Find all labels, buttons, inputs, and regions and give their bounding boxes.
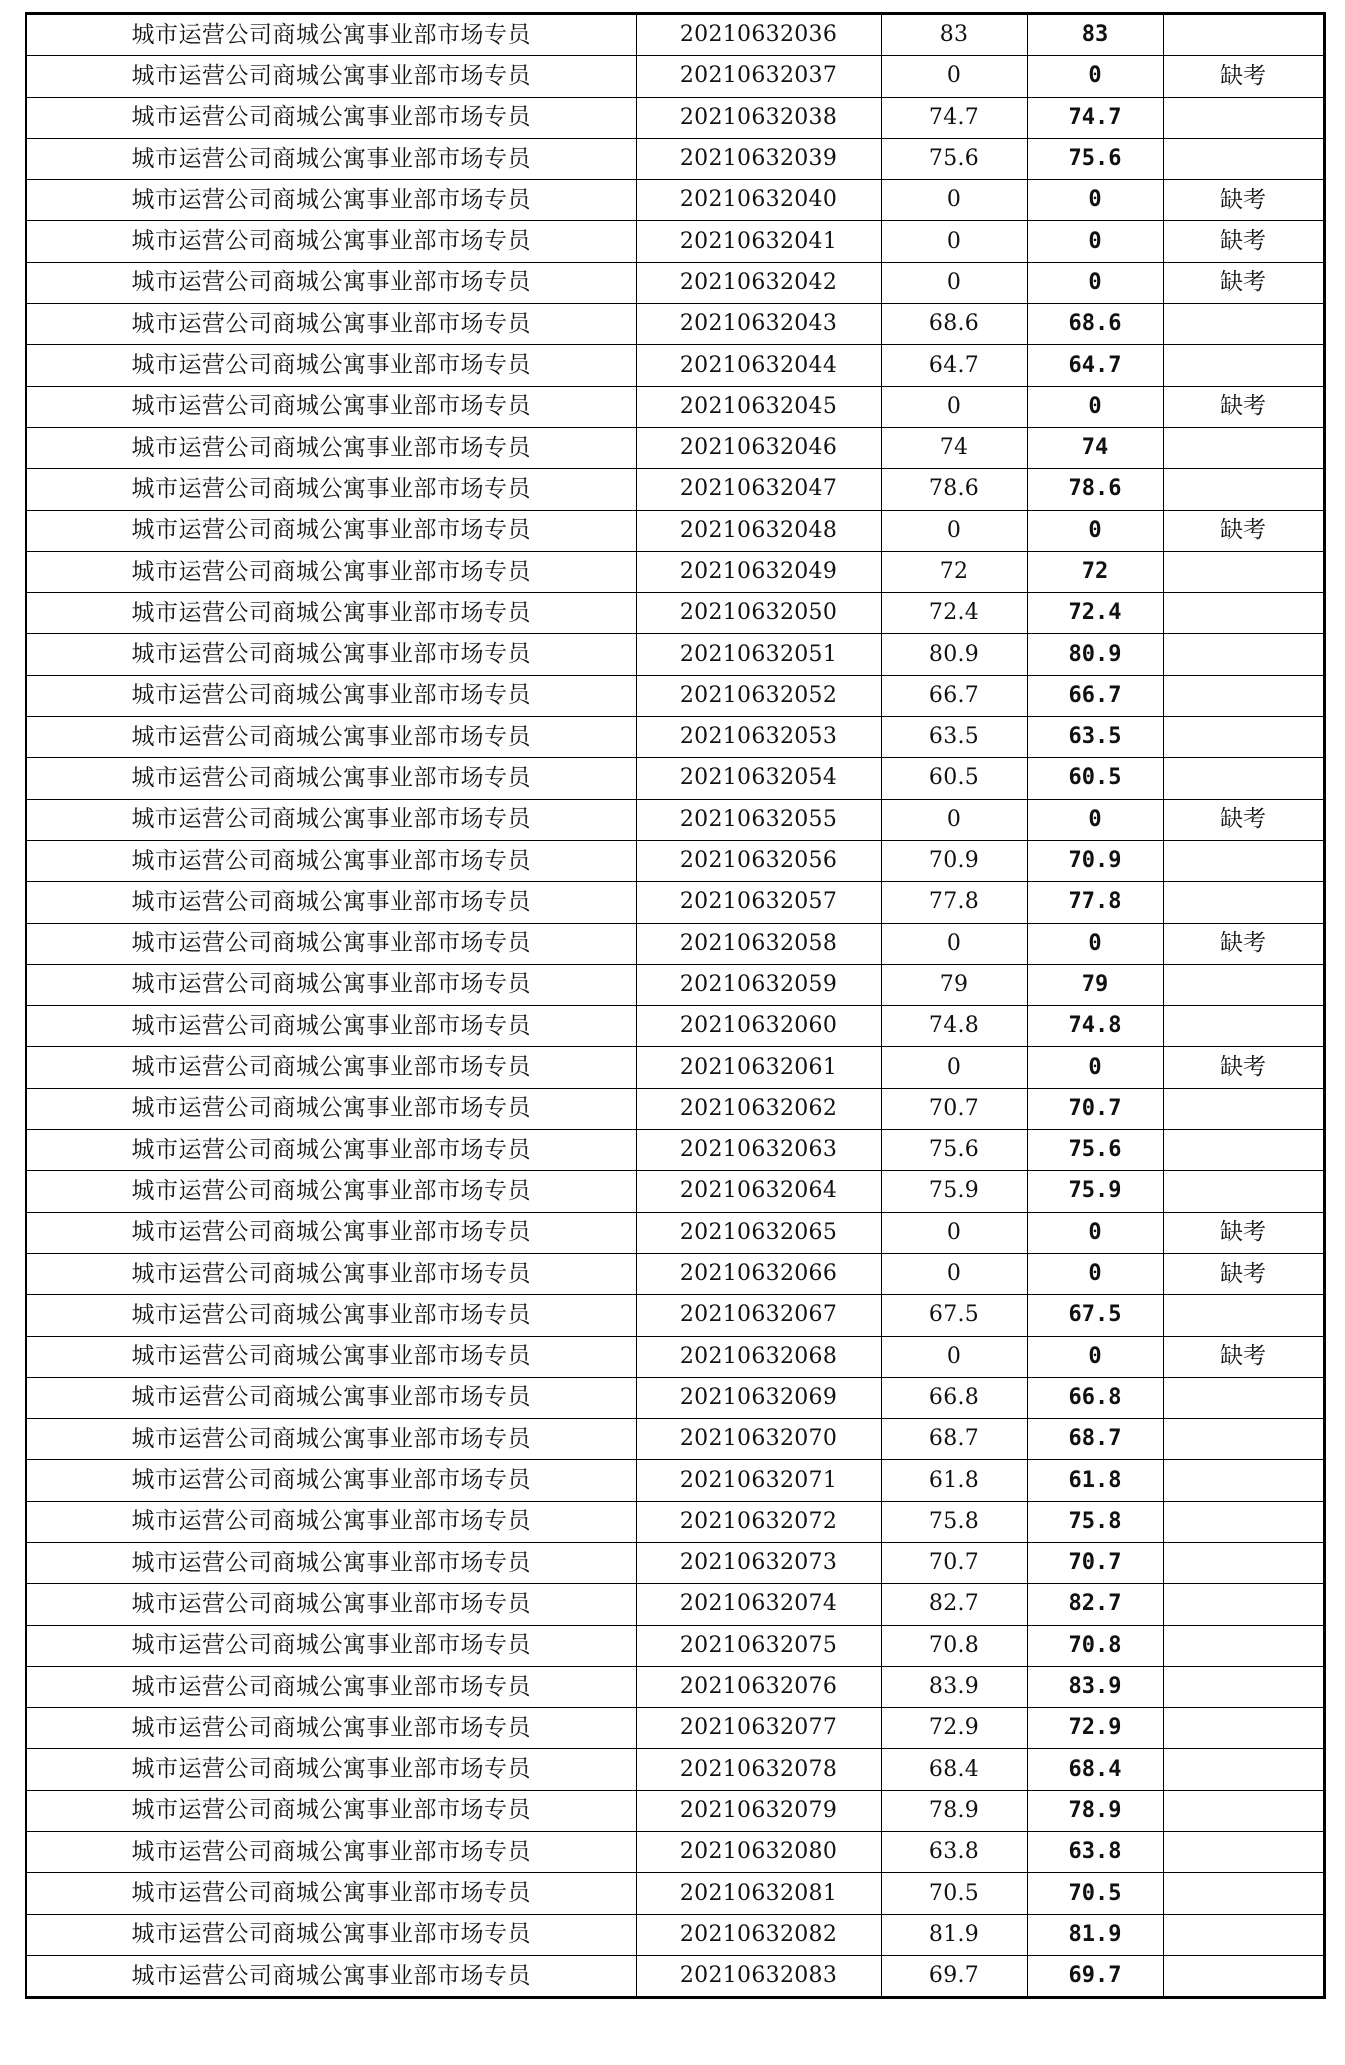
score-cell: 61.8 <box>881 1460 1027 1501</box>
total-score-cell: 83 <box>1027 14 1163 56</box>
table-row <box>26 1749 1324 1790</box>
score-cell: 79 <box>881 964 1027 1005</box>
table-row <box>26 1377 1324 1418</box>
table-row <box>26 262 1324 303</box>
exam-number-cell: 20210632060 <box>636 1006 881 1047</box>
score-cell: 74 <box>881 427 1027 468</box>
position-cell: 城市运营公司商城公寓事业部市场专员 <box>26 1501 636 1542</box>
total-score-cell: 80.9 <box>1027 634 1163 675</box>
score-cell: 72.9 <box>881 1708 1027 1749</box>
score-cell: 72.4 <box>881 593 1027 634</box>
score-cell: 68.6 <box>881 304 1027 345</box>
total-score-cell: 63.8 <box>1027 1832 1163 1873</box>
position-cell: 城市运营公司商城公寓事业部市场专员 <box>26 1088 636 1129</box>
remark-cell <box>1163 1749 1324 1790</box>
exam-number-cell: 20210632077 <box>636 1708 881 1749</box>
table-row <box>26 138 1324 179</box>
remark-cell <box>1163 1584 1324 1625</box>
score-cell: 83.9 <box>881 1666 1027 1707</box>
remark-cell <box>1163 675 1324 716</box>
table-row <box>26 593 1324 634</box>
total-score-cell: 82.7 <box>1027 1584 1163 1625</box>
position-cell: 城市运营公司商城公寓事业部市场专员 <box>26 593 636 634</box>
remark-cell <box>1163 97 1324 138</box>
score-cell: 82.7 <box>881 1584 1027 1625</box>
table-row <box>26 634 1324 675</box>
score-cell: 63.8 <box>881 1832 1027 1873</box>
total-score-cell: 81.9 <box>1027 1914 1163 1955</box>
position-cell: 城市运营公司商城公寓事业部市场专员 <box>26 1047 636 1088</box>
exam-number-cell: 20210632049 <box>636 551 881 592</box>
total-score-cell: 78.6 <box>1027 469 1163 510</box>
table-row <box>26 469 1324 510</box>
exam-number-cell: 20210632066 <box>636 1253 881 1294</box>
score-cell: 0 <box>881 180 1027 221</box>
remark-cell: 缺考 <box>1163 1047 1324 1088</box>
remark-cell <box>1163 1460 1324 1501</box>
remark-cell <box>1163 1006 1324 1047</box>
remark-cell <box>1163 1625 1324 1666</box>
position-cell: 城市运营公司商城公寓事业部市场专员 <box>26 510 636 551</box>
total-score-cell: 70.8 <box>1027 1625 1163 1666</box>
exam-number-cell: 20210632074 <box>636 1584 881 1625</box>
score-cell: 0 <box>881 1212 1027 1253</box>
position-cell: 城市运营公司商城公寓事业部市场专员 <box>26 1212 636 1253</box>
score-cell: 0 <box>881 386 1027 427</box>
score-cell: 70.5 <box>881 1873 1027 1914</box>
exam-number-cell: 20210632063 <box>636 1130 881 1171</box>
remark-cell <box>1163 717 1324 758</box>
position-cell: 城市运营公司商城公寓事业部市场专员 <box>26 1377 636 1418</box>
remark-cell <box>1163 427 1324 468</box>
position-cell: 城市运营公司商城公寓事业部市场专员 <box>26 1130 636 1171</box>
score-cell: 69.7 <box>881 1955 1027 1997</box>
score-cell: 0 <box>881 262 1027 303</box>
exam-number-cell: 20210632039 <box>636 138 881 179</box>
exam-number-cell: 20210632078 <box>636 1749 881 1790</box>
total-score-cell: 77.8 <box>1027 882 1163 923</box>
remark-cell <box>1163 1419 1324 1460</box>
remark-cell: 缺考 <box>1163 386 1324 427</box>
total-score-cell: 0 <box>1027 221 1163 262</box>
remark-cell <box>1163 138 1324 179</box>
remark-cell: 缺考 <box>1163 799 1324 840</box>
remark-cell: 缺考 <box>1163 1212 1324 1253</box>
table-row <box>26 1460 1324 1501</box>
remark-cell <box>1163 964 1324 1005</box>
total-score-cell: 66.7 <box>1027 675 1163 716</box>
table-row <box>26 1295 1324 1336</box>
total-score-cell: 0 <box>1027 510 1163 551</box>
remark-cell: 缺考 <box>1163 1253 1324 1294</box>
exam-number-cell: 20210632083 <box>636 1955 881 1997</box>
position-cell: 城市运营公司商城公寓事业部市场专员 <box>26 97 636 138</box>
total-score-cell: 0 <box>1027 180 1163 221</box>
position-cell: 城市运营公司商城公寓事业部市场专员 <box>26 799 636 840</box>
remark-cell: 缺考 <box>1163 510 1324 551</box>
total-score-cell: 75.8 <box>1027 1501 1163 1542</box>
score-cell: 67.5 <box>881 1295 1027 1336</box>
remark-cell <box>1163 1130 1324 1171</box>
table-row <box>26 1873 1324 1914</box>
position-cell: 城市运营公司商城公寓事业部市场专员 <box>26 1419 636 1460</box>
remark-cell <box>1163 345 1324 386</box>
table-row <box>26 1006 1324 1047</box>
exam-number-cell: 20210632075 <box>636 1625 881 1666</box>
remark-cell <box>1163 304 1324 345</box>
total-score-cell: 61.8 <box>1027 1460 1163 1501</box>
position-cell: 城市运营公司商城公寓事业部市场专员 <box>26 221 636 262</box>
table-row <box>26 1914 1324 1955</box>
total-score-cell: 72.9 <box>1027 1708 1163 1749</box>
position-cell: 城市运营公司商城公寓事业部市场专员 <box>26 1460 636 1501</box>
remark-cell: 缺考 <box>1163 56 1324 97</box>
position-cell: 城市运营公司商城公寓事业部市场专员 <box>26 1749 636 1790</box>
exam-number-cell: 20210632047 <box>636 469 881 510</box>
total-score-cell: 0 <box>1027 1336 1163 1377</box>
remark-cell <box>1163 1088 1324 1129</box>
total-score-cell: 70.7 <box>1027 1542 1163 1583</box>
exam-number-cell: 20210632071 <box>636 1460 881 1501</box>
score-cell: 63.5 <box>881 717 1027 758</box>
exam-number-cell: 20210632051 <box>636 634 881 675</box>
table-row <box>26 1708 1324 1749</box>
position-cell: 城市运营公司商城公寓事业部市场专员 <box>26 469 636 510</box>
exam-number-cell: 20210632079 <box>636 1790 881 1831</box>
score-cell: 74.7 <box>881 97 1027 138</box>
score-cell: 75.6 <box>881 138 1027 179</box>
score-cell: 0 <box>881 510 1027 551</box>
total-score-cell: 74.8 <box>1027 1006 1163 1047</box>
exam-number-cell: 20210632043 <box>636 304 881 345</box>
remark-cell <box>1163 1832 1324 1873</box>
table-row <box>26 1088 1324 1129</box>
position-cell: 城市运营公司商城公寓事业部市场专员 <box>26 551 636 592</box>
exam-number-cell: 20210632046 <box>636 427 881 468</box>
remark-cell <box>1163 1542 1324 1583</box>
remark-cell: 缺考 <box>1163 180 1324 221</box>
remark-cell <box>1163 840 1324 881</box>
total-score-cell: 83.9 <box>1027 1666 1163 1707</box>
position-cell: 城市运营公司商城公寓事业部市场专员 <box>26 304 636 345</box>
score-cell: 0 <box>881 799 1027 840</box>
table-row <box>26 1130 1324 1171</box>
position-cell: 城市运营公司商城公寓事业部市场专员 <box>26 1336 636 1377</box>
score-cell: 64.7 <box>881 345 1027 386</box>
exam-number-cell: 20210632050 <box>636 593 881 634</box>
remark-cell <box>1163 1377 1324 1418</box>
position-cell: 城市运营公司商城公寓事业部市场专员 <box>26 1584 636 1625</box>
remark-cell <box>1163 551 1324 592</box>
score-cell: 75.8 <box>881 1501 1027 1542</box>
remark-cell <box>1163 1666 1324 1707</box>
score-cell: 77.8 <box>881 882 1027 923</box>
exam-number-cell: 20210632081 <box>636 1873 881 1914</box>
table-row <box>26 882 1324 923</box>
score-cell: 70.9 <box>881 840 1027 881</box>
total-score-cell: 75.9 <box>1027 1171 1163 1212</box>
position-cell: 城市运营公司商城公寓事业部市场专员 <box>26 427 636 468</box>
score-cell: 60.5 <box>881 758 1027 799</box>
position-cell: 城市运营公司商城公寓事业部市场专员 <box>26 923 636 964</box>
remark-cell <box>1163 1914 1324 1955</box>
table-row <box>26 180 1324 221</box>
exam-number-cell: 20210632037 <box>636 56 881 97</box>
remark-cell <box>1163 1501 1324 1542</box>
position-cell: 城市运营公司商城公寓事业部市场专员 <box>26 1708 636 1749</box>
total-score-cell: 74.7 <box>1027 97 1163 138</box>
exam-number-cell: 20210632067 <box>636 1295 881 1336</box>
position-cell: 城市运营公司商城公寓事业部市场专员 <box>26 1542 636 1583</box>
score-cell: 68.7 <box>881 1419 1027 1460</box>
table-row <box>26 1419 1324 1460</box>
score-cell: 75.6 <box>881 1130 1027 1171</box>
exam-number-cell: 20210632052 <box>636 675 881 716</box>
remark-cell: 缺考 <box>1163 221 1324 262</box>
position-cell: 城市运营公司商城公寓事业部市场专员 <box>26 386 636 427</box>
remark-cell <box>1163 1955 1324 1997</box>
total-score-cell: 66.8 <box>1027 1377 1163 1418</box>
position-cell: 城市运营公司商城公寓事业部市场专员 <box>26 675 636 716</box>
score-cell: 66.7 <box>881 675 1027 716</box>
table-row <box>26 799 1324 840</box>
exam-number-cell: 20210632070 <box>636 1419 881 1460</box>
position-cell: 城市运营公司商城公寓事业部市场专员 <box>26 1790 636 1831</box>
total-score-cell: 0 <box>1027 923 1163 964</box>
total-score-cell: 64.7 <box>1027 345 1163 386</box>
table-row <box>26 1790 1324 1831</box>
score-cell: 0 <box>881 1253 1027 1294</box>
total-score-cell: 0 <box>1027 799 1163 840</box>
exam-number-cell: 20210632080 <box>636 1832 881 1873</box>
exam-number-cell: 20210632061 <box>636 1047 881 1088</box>
exam-number-cell: 20210632057 <box>636 882 881 923</box>
table-row <box>26 510 1324 551</box>
total-score-cell: 75.6 <box>1027 138 1163 179</box>
total-score-cell: 68.4 <box>1027 1749 1163 1790</box>
exam-number-cell: 20210632048 <box>636 510 881 551</box>
table-row <box>26 1584 1324 1625</box>
exam-number-cell: 20210632040 <box>636 180 881 221</box>
total-score-cell: 0 <box>1027 1047 1163 1088</box>
table-row <box>26 97 1324 138</box>
exam-number-cell: 20210632055 <box>636 799 881 840</box>
exam-number-cell: 20210632065 <box>636 1212 881 1253</box>
score-cell: 72 <box>881 551 1027 592</box>
total-score-cell: 68.7 <box>1027 1419 1163 1460</box>
total-score-cell: 78.9 <box>1027 1790 1163 1831</box>
total-score-cell: 70.5 <box>1027 1873 1163 1914</box>
position-cell: 城市运营公司商城公寓事业部市场专员 <box>26 634 636 675</box>
remark-cell <box>1163 1708 1324 1749</box>
table-row <box>26 1625 1324 1666</box>
table-row <box>26 427 1324 468</box>
remark-cell <box>1163 14 1324 56</box>
total-score-cell: 68.6 <box>1027 304 1163 345</box>
total-score-cell: 67.5 <box>1027 1295 1163 1336</box>
position-cell: 城市运营公司商城公寓事业部市场专员 <box>26 964 636 1005</box>
remark-cell <box>1163 1790 1324 1831</box>
position-cell: 城市运营公司商城公寓事业部市场专员 <box>26 1666 636 1707</box>
position-cell: 城市运营公司商城公寓事业部市场专员 <box>26 758 636 799</box>
score-table-body <box>26 14 1324 1998</box>
table-row <box>26 1501 1324 1542</box>
table-row <box>26 923 1324 964</box>
position-cell: 城市运营公司商城公寓事业部市场专员 <box>26 840 636 881</box>
table-row <box>26 675 1324 716</box>
remark-cell: 缺考 <box>1163 923 1324 964</box>
position-cell: 城市运营公司商城公寓事业部市场专员 <box>26 882 636 923</box>
exam-number-cell: 20210632041 <box>636 221 881 262</box>
remark-cell: 缺考 <box>1163 1336 1324 1377</box>
score-cell: 74.8 <box>881 1006 1027 1047</box>
exam-number-cell: 20210632062 <box>636 1088 881 1129</box>
score-cell: 70.8 <box>881 1625 1027 1666</box>
remark-cell: 缺考 <box>1163 262 1324 303</box>
position-cell: 城市运营公司商城公寓事业部市场专员 <box>26 717 636 758</box>
table-row <box>26 551 1324 592</box>
table-row <box>26 1336 1324 1377</box>
total-score-cell: 63.5 <box>1027 717 1163 758</box>
score-cell: 81.9 <box>881 1914 1027 1955</box>
table-row <box>26 840 1324 881</box>
table-row <box>26 1171 1324 1212</box>
table-row <box>26 386 1324 427</box>
remark-cell <box>1163 758 1324 799</box>
table-row <box>26 1832 1324 1873</box>
score-cell: 80.9 <box>881 634 1027 675</box>
position-cell: 城市运营公司商城公寓事业部市场专员 <box>26 262 636 303</box>
exam-number-cell: 20210632045 <box>636 386 881 427</box>
score-cell: 68.4 <box>881 1749 1027 1790</box>
total-score-cell: 0 <box>1027 1212 1163 1253</box>
exam-number-cell: 20210632054 <box>636 758 881 799</box>
total-score-cell: 72.4 <box>1027 593 1163 634</box>
position-cell: 城市运营公司商城公寓事业部市场专员 <box>26 345 636 386</box>
remark-cell <box>1163 1171 1324 1212</box>
score-cell: 78.6 <box>881 469 1027 510</box>
score-cell: 70.7 <box>881 1542 1027 1583</box>
position-cell: 城市运营公司商城公寓事业部市场专员 <box>26 1873 636 1914</box>
position-cell: 城市运营公司商城公寓事业部市场专员 <box>26 1253 636 1294</box>
remark-cell <box>1163 593 1324 634</box>
table-row <box>26 345 1324 386</box>
table-row <box>26 1542 1324 1583</box>
position-cell: 城市运营公司商城公寓事业部市场专员 <box>26 180 636 221</box>
table-row <box>26 1253 1324 1294</box>
table-row <box>26 717 1324 758</box>
position-cell: 城市运营公司商城公寓事业部市场专员 <box>26 1914 636 1955</box>
exam-number-cell: 20210632069 <box>636 1377 881 1418</box>
table-row <box>26 1212 1324 1253</box>
exam-number-cell: 20210632068 <box>636 1336 881 1377</box>
table-row <box>26 221 1324 262</box>
exam-number-cell: 20210632038 <box>636 97 881 138</box>
table-row <box>26 56 1324 97</box>
total-score-cell: 72 <box>1027 551 1163 592</box>
exam-number-cell: 20210632036 <box>636 14 881 56</box>
position-cell: 城市运营公司商城公寓事业部市场专员 <box>26 56 636 97</box>
exam-number-cell: 20210632044 <box>636 345 881 386</box>
total-score-cell: 0 <box>1027 262 1163 303</box>
remark-cell <box>1163 1873 1324 1914</box>
exam-number-cell: 20210632072 <box>636 1501 881 1542</box>
exam-number-cell: 20210632058 <box>636 923 881 964</box>
exam-number-cell: 20210632053 <box>636 717 881 758</box>
table-row <box>26 304 1324 345</box>
score-cell: 0 <box>881 221 1027 262</box>
exam-number-cell: 20210632056 <box>636 840 881 881</box>
table-row <box>26 1047 1324 1088</box>
score-cell: 66.8 <box>881 1377 1027 1418</box>
remark-cell <box>1163 1295 1324 1336</box>
total-score-cell: 0 <box>1027 1253 1163 1294</box>
score-table <box>25 12 1326 1999</box>
total-score-cell: 0 <box>1027 386 1163 427</box>
score-cell: 83 <box>881 14 1027 56</box>
score-cell: 0 <box>881 1047 1027 1088</box>
score-cell: 75.9 <box>881 1171 1027 1212</box>
position-cell: 城市运营公司商城公寓事业部市场专员 <box>26 1171 636 1212</box>
exam-number-cell: 20210632059 <box>636 964 881 1005</box>
table-row <box>26 1955 1324 1997</box>
position-cell: 城市运营公司商城公寓事业部市场专员 <box>26 1625 636 1666</box>
remark-cell <box>1163 469 1324 510</box>
total-score-cell: 79 <box>1027 964 1163 1005</box>
position-cell: 城市运营公司商城公寓事业部市场专员 <box>26 1832 636 1873</box>
total-score-cell: 69.7 <box>1027 1955 1163 1997</box>
position-cell: 城市运营公司商城公寓事业部市场专员 <box>26 14 636 56</box>
remark-cell <box>1163 882 1324 923</box>
score-cell: 78.9 <box>881 1790 1027 1831</box>
table-row <box>26 964 1324 1005</box>
exam-number-cell: 20210632064 <box>636 1171 881 1212</box>
exam-number-cell: 20210632076 <box>636 1666 881 1707</box>
exam-number-cell: 20210632082 <box>636 1914 881 1955</box>
position-cell: 城市运营公司商城公寓事业部市场专员 <box>26 1006 636 1047</box>
position-cell: 城市运营公司商城公寓事业部市场专员 <box>26 1955 636 1997</box>
score-cell: 70.7 <box>881 1088 1027 1129</box>
total-score-cell: 70.9 <box>1027 840 1163 881</box>
exam-number-cell: 20210632042 <box>636 262 881 303</box>
position-cell: 城市运营公司商城公寓事业部市场专员 <box>26 1295 636 1336</box>
total-score-cell: 60.5 <box>1027 758 1163 799</box>
total-score-cell: 70.7 <box>1027 1088 1163 1129</box>
total-score-cell: 74 <box>1027 427 1163 468</box>
total-score-cell: 0 <box>1027 56 1163 97</box>
score-cell: 0 <box>881 923 1027 964</box>
table-row <box>26 758 1324 799</box>
score-cell: 0 <box>881 56 1027 97</box>
total-score-cell: 75.6 <box>1027 1130 1163 1171</box>
table-row <box>26 1666 1324 1707</box>
position-cell: 城市运营公司商城公寓事业部市场专员 <box>26 138 636 179</box>
score-cell: 0 <box>881 1336 1027 1377</box>
table-row <box>26 14 1324 56</box>
exam-number-cell: 20210632073 <box>636 1542 881 1583</box>
remark-cell <box>1163 634 1324 675</box>
